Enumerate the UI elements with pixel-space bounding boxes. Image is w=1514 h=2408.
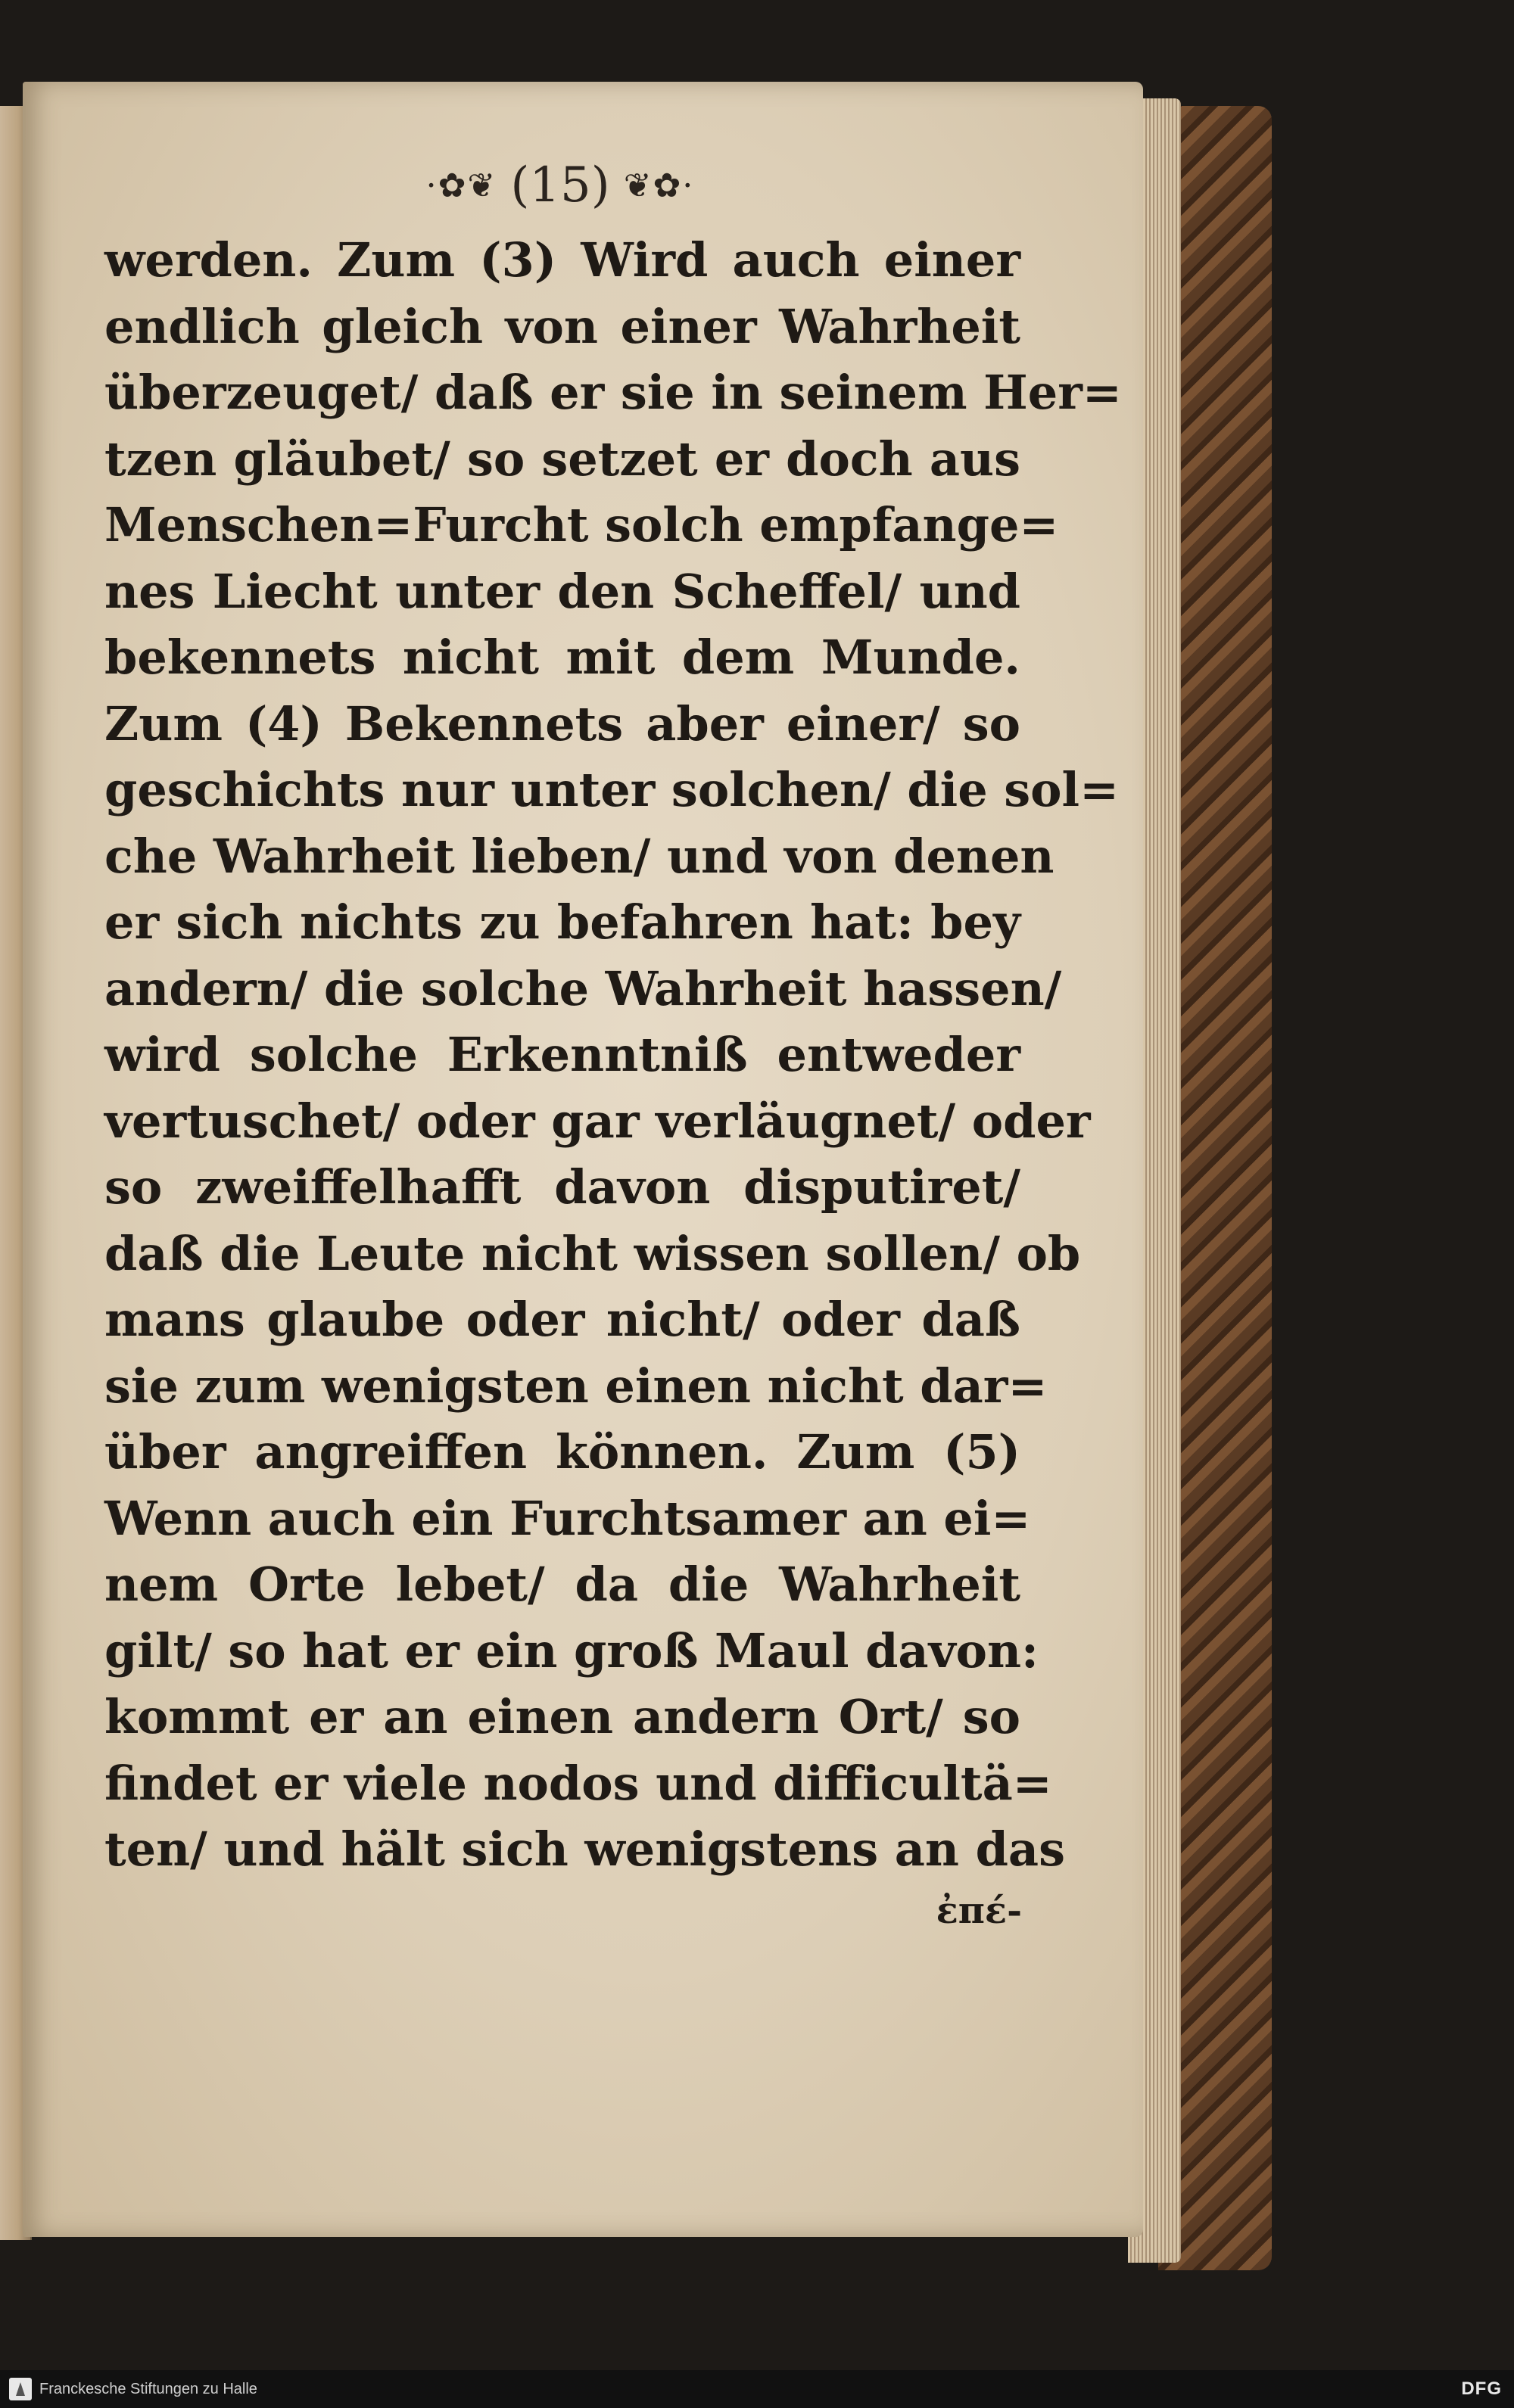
- text-line: über angreiffen können. Zum (5): [104, 1424, 1020, 1479]
- text-line: findet er viele nodos und difficultä=: [104, 1755, 1052, 1811]
- institution-logo-icon[interactable]: [9, 2378, 32, 2400]
- text-line: endlich gleich von einer Wahrheit: [104, 298, 1020, 354]
- text-line: Menschen=Furcht solch empfange=: [104, 497, 1059, 552]
- text-line: Zum (4) Bekennets aber einer/ so: [104, 695, 1020, 751]
- text-line: sie zum wenigsten einen nicht dar=: [104, 1358, 1048, 1414]
- text-line: werden. Zum (3) Wird auch einer: [104, 232, 1020, 288]
- text-line: vertuschet/ oder gar verläugnet/ oder: [104, 1093, 1091, 1149]
- text-line: tzen gläubet/ so setzet er doch aus: [104, 431, 1020, 487]
- text-line: nem Orte lebet/ da die Wahrheit: [104, 1557, 1020, 1612]
- text-line: nes Liecht unter den Scheffel/ und: [104, 563, 1020, 619]
- institution-name[interactable]: Franckesche Stiftungen zu Halle: [39, 2381, 257, 2397]
- dfg-logo[interactable]: DFG: [1461, 2378, 1502, 2399]
- body-text: [104, 227, 1122, 1883]
- text-line: gilt/ so hat er ein groß Maul davon:: [104, 1622, 1039, 1678]
- ornament-left-icon: ·✿❦: [425, 166, 497, 205]
- ornament-right-icon: ❦✿·: [623, 166, 695, 205]
- text-line: che Wahrheit lieben/ und von denen: [104, 828, 1055, 884]
- text-line: wird solche Erkenntniß entweder: [104, 1027, 1020, 1082]
- page-number: (15): [510, 157, 610, 213]
- text-line: geschichts nur unter solchen/ die sol=: [104, 762, 1120, 817]
- text-line: daß die Leute nicht wissen sollen/ ob: [104, 1225, 1081, 1281]
- text-line: kommt er an einen andern Ort/ so: [104, 1689, 1020, 1744]
- text-line: so zweiffelhafft davon disputiret/: [104, 1159, 1020, 1215]
- viewer-footer: [0, 2370, 1514, 2408]
- text-line: ten/ und hält sich wenigstens an das: [104, 1822, 1066, 1877]
- text-line: andern/ die solche Wahrheit hassen/: [104, 960, 1062, 1016]
- page-header: [363, 151, 757, 219]
- text-line: mans glaube oder nicht/ oder daß: [104, 1292, 1020, 1347]
- text-line: Wenn auch ein Furchtsamer an ei=: [104, 1490, 1031, 1546]
- text-line: bekennets nicht mit dem Munde.: [104, 630, 1020, 685]
- catchword: ἐπέ-: [936, 1890, 1022, 1932]
- text-line: er sich nichts zu befahren hat: bey: [104, 894, 1020, 950]
- text-line: überzeuget/ daß er sie in seinem Her=: [104, 365, 1122, 420]
